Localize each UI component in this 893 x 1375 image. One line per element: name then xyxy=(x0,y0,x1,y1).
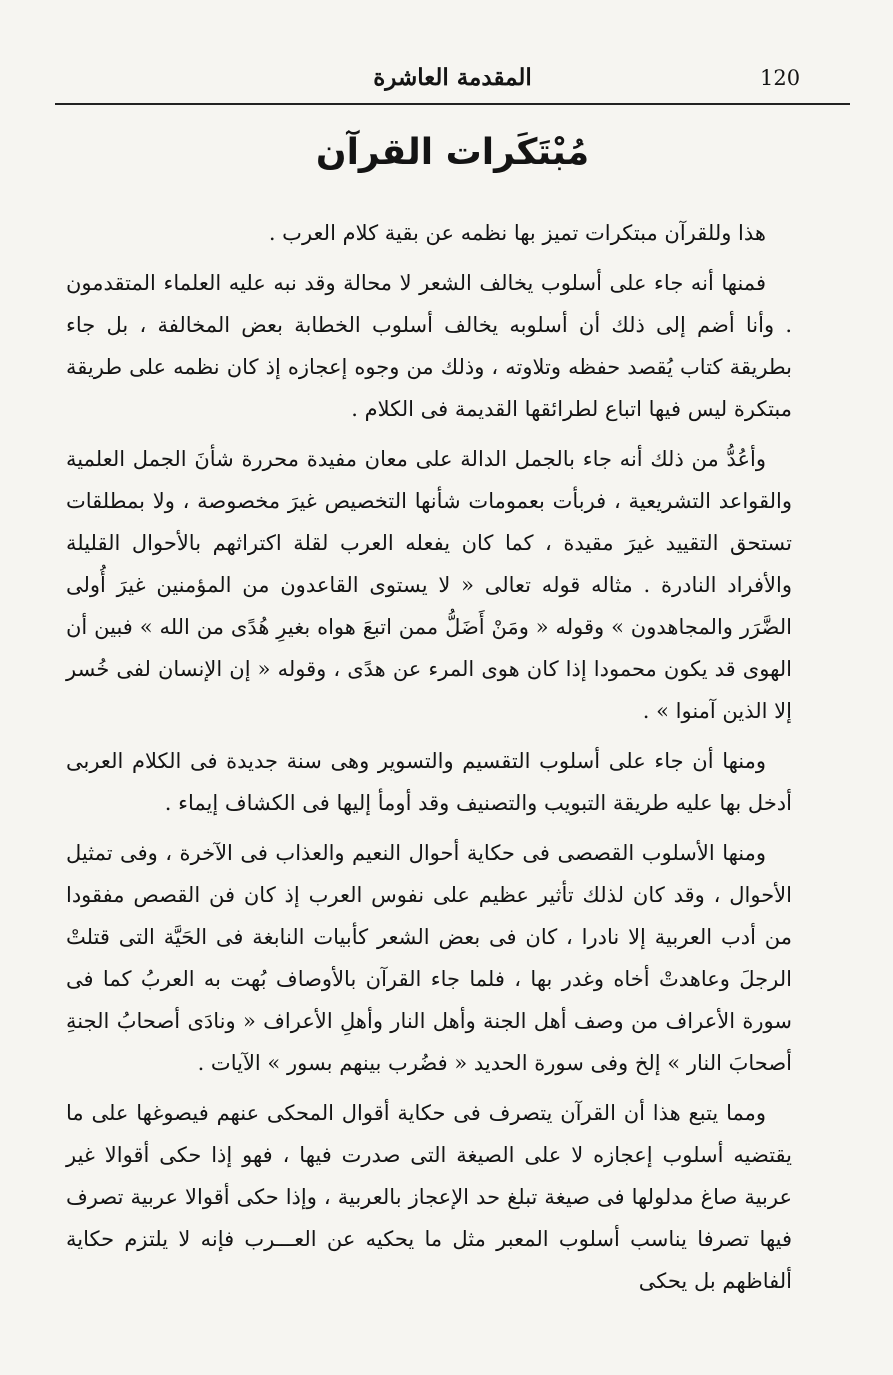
paragraph: فمنها أنه جاء على أسلوب يخالف الشعر لا محالة وقد نبه عليه العلماء المتقدمون . وأنا أضم إلى ذلك أن أسلوبه يخالف أسلوب الخطابة بعض المخالفة ، بل جاء بطريقة كتاب يُقصد حفظه وتلاوته ، وذلك من وجوه إعجازه إذ كان نظمه على طريقة مبتكرة ليس فيها اتباع لطرائقها القديمة فى الكلام . xyxy=(66,271,792,421)
page-number: 120 xyxy=(760,66,801,90)
paragraph: ومما يتبع هذا أن القرآن يتصرف فى حكاية أقوال المحكى عنهم فيصوغها على ما يقتضيه أسلوب إعجازه لا على الصيغة التى صدرت فيها ، فهو إذا حكى أقوالا غير عربية صاغ مدلولها فى صيغة تبلغ حد الإعجاز بالعربية ، وإذا حكى أقوالا عربية تصرف فيها تصرفا يناسب أسلوب المعبر مثل ما يحكيه عن العـــرب فإنه لا يلتزم حكاية ألفاظهم بل يحكى xyxy=(66,1101,792,1293)
chapter-title: مُبْتَكَرات القرآن xyxy=(315,132,590,173)
paragraph: ومنها الأسلوب القصصى فى حكاية أحوال النعيم والعذاب فى الآخرة ، وفى تمثيل الأحوال ، وقد كان لذلك تأثير عظيم على نفوس العرب إذ كان فن القصص مفقودا من أدب العربية إلا نادرا ، كان فى بعض الشعر كأبيات النابغة فى الحَيَّة التى قتلتْ الرجلَ وعاهدتْ أخاه وغدر بها ، فلما جاء القرآن بالأوصاف بُهت به العربُ كما فى سورة الأعراف من وصف أهل الجنة وأهل النار وأهلِ الأعراف « ونادَى أصحابُ الجنةِ أصحابَ النار » إلخ وفى سورة الحديد « فضُرب بينهم بسور » الآيات . xyxy=(66,841,792,1075)
paragraph: ومنها أن جاء على أسلوب التقسيم والتسوير وهى سنة جديدة فى الكلام العربى أدخل بها عليه طريقة التبويب والتصنيف وقد أومأ إليها فى الكشاف إيماء . xyxy=(66,749,792,815)
page-header xyxy=(55,58,850,104)
running-title: المقدمة العاشرة xyxy=(373,64,532,91)
paragraph: وأعُدُّ من ذلك أنه جاء بالجمل الدالة على معان مفيدة محررة شأنَ الجمل العلمية والقواعد التشريعية ، فربأت بعمومات شأنها التخصيص غيرَ مخصوصة ، ولا بمطلقات تستحق التقييد غيرَ مقيدة ، كما كان يفعله العرب لقلة اكتراثهم بالأحوال القليلة والأفراد النادرة . مثاله قوله تعالى « لا يستوى القاعدون من المؤمنين غيرَ أُولى الضَّرَر والمجاهدون » وقوله « ومَنْ أَضَلُّ ممن اتبعَ هواه بغيرِ هُدًى من الله » فبين أن الهوى قد يكون محمودا إذا كان هوى المرء عن هدًى ، وقوله « إن الإنسان لفى خُسر إلا الذين آمنوا » . xyxy=(66,447,792,723)
header-rule xyxy=(55,103,850,105)
body-text xyxy=(66,212,792,1302)
paragraph: هذا وللقرآن مبتكرات تميز بها نظمه عن بقية كلام العرب . xyxy=(268,221,766,245)
